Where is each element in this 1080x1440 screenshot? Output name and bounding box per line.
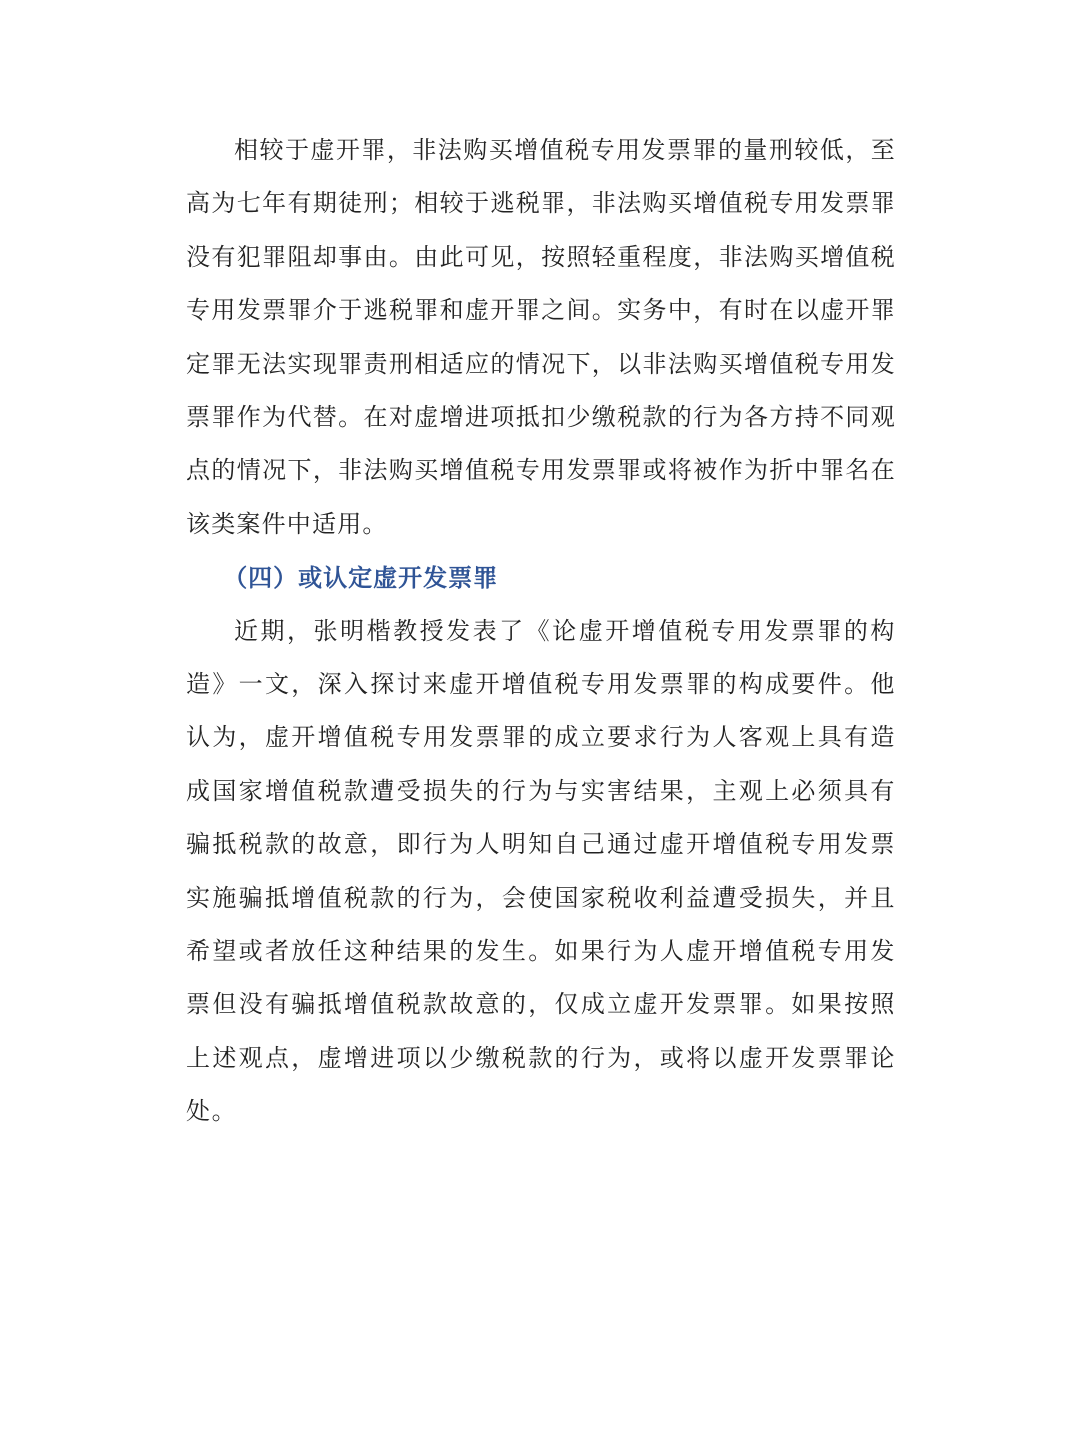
document-body (186, 124, 896, 1139)
section-heading: （四）或认定虚开发票罪 (223, 563, 499, 593)
paragraph-scholar-view: 近期，张明楷教授发表了《论虚开增值税专用发票罪的构造》一文，深入探讨来虚开增值税专用发票罪的构成要件。他认为，虚开增值税专用发票罪的成立要求行为人客观上具有造成国家增值税款遭受损失的行为与实害结果，主观上必须具有骗抵税款的故意，即行为人明知自己通过虚开增值税专用发票实施骗抵增值税款的行为，会使国家税收利益遭受损失，并且希望或者放任这种结果的发生。如果行为人虚开增值税专用发票但没有骗抵增值税款故意的，仅成立虚开发票罪。如果按照上述观点，虚增进项以少缴税款的行为，或将以虚开发票罪论处。 (186, 616, 896, 1126)
paragraph-sentencing-comparison: 相较于虚开罪，非法购买增值税专用发票罪的量刑较低，至高为七年有期徒刑；相较于逃税罪，非法购买增值税专用发票罪没有犯罪阻却事由。由此可见，按照轻重程度，非法购买增值税专用发票罪介于逃税罪和虚开罪之间。实务中，有时在以虚开罪定罪无法实现罪责刑相适应的情况下，以非法购买增值税专用发票罪作为代替。在对虚增进项抵扣少缴税款的行为各方持不同观点的情况下，非法购买增值税专用发票罪或将被作为折中罪名在该类案件中适用。 (186, 136, 896, 538)
